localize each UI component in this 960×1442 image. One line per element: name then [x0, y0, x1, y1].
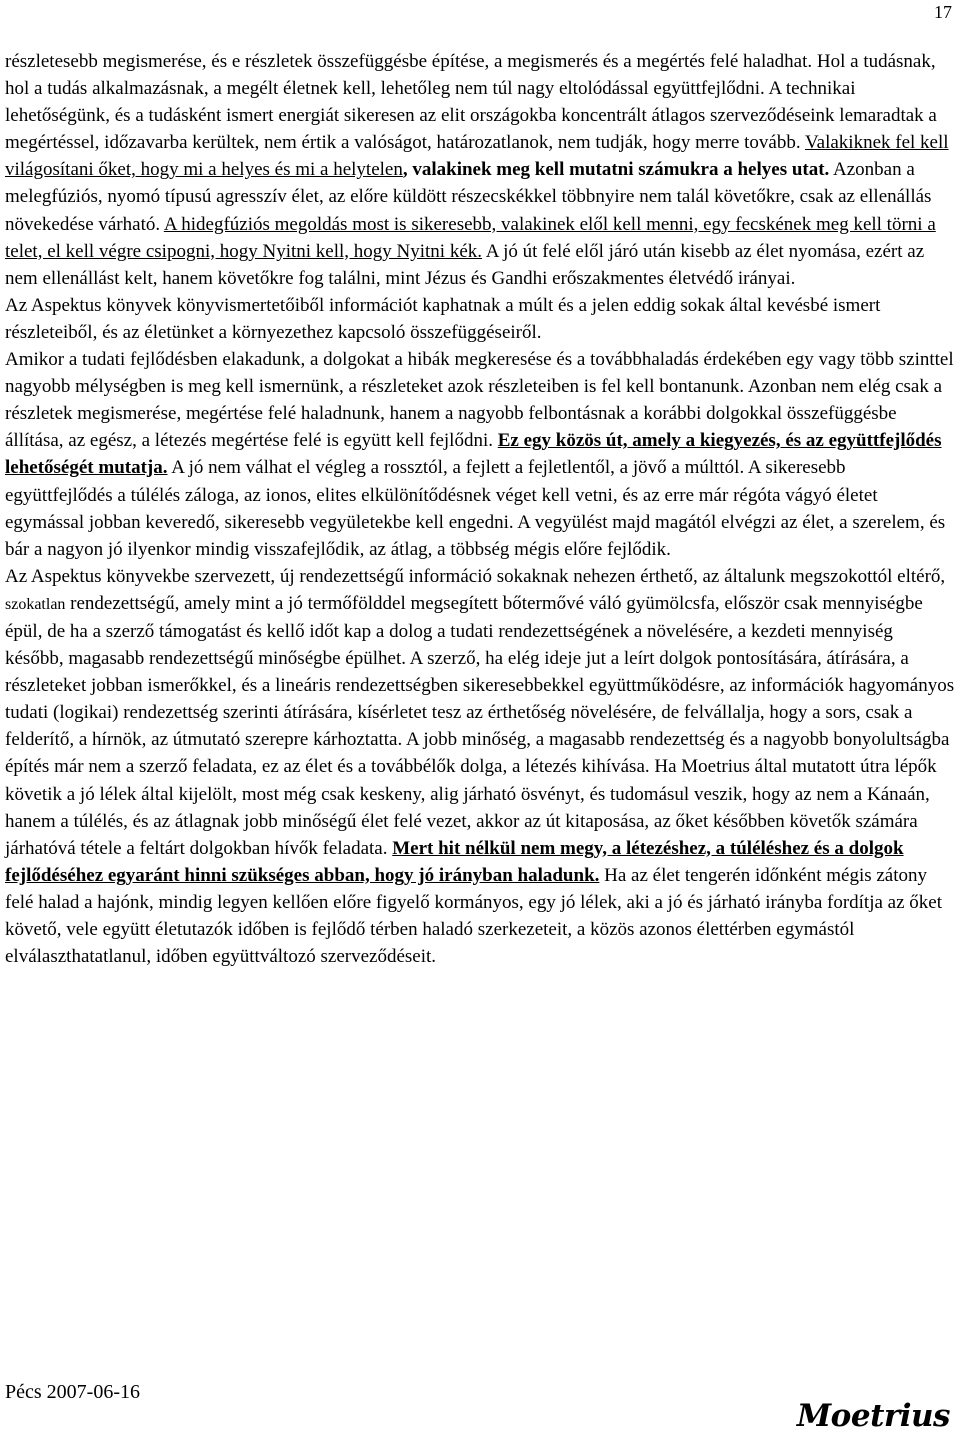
bold-underlined-text: Mert hit nélkül nem megy, a létezéshez, a túléléshez és a dolgok fejlődéséhez egyaránt hinni szükséges abban, hogy jó irányban haladunk.: [5, 837, 904, 886]
page-number: 17: [934, 2, 952, 22]
text-run: A jó nem válhat el végleg a rossztól, a fejlett a fejletlentől, a jövő a múlttól. A sikeresebb együttfejlődés a túlélés záloga, az ionos, elites elkülönítődésnek véget kell vetni, és az erre már régóta vágyó életet egymással jobban keveredő, sikeresebb vegyületekbe kell engedni. A vegyülést majd magától elvégzi az élet, a szerelem, és bár a nagyon jó ilyenkor mindig visszafejlődik, az átlag, a többség mégis előre fejlődik.: [5, 457, 946, 560]
paragraph-1: [5, 48, 955, 292]
paragraph-4: [5, 563, 955, 970]
document-body: [5, 48, 955, 970]
text-run: Az Aspektus könyvek könyvismertetőiből információt kaphatnak a múlt és a jelen eddig sokak által kevésbé ismert részleteiből, és az életünket a környezethez kapcsoló összefüggéseiről.: [5, 294, 881, 343]
small-text: szokatlan: [5, 595, 66, 613]
underlined-text: Valakiknek fel kell világosítani őket, hogy mi a helyes és mi a helytelen: [5, 132, 949, 181]
bold-text: , valakinek meg kell mutatni számukra a helyes utat.: [402, 159, 830, 181]
paragraph-2: [5, 292, 955, 346]
text-run: részletesebb megismerése, és e részletek összefüggésbe építése, a megismerés és a megértés felé haladhat. Hol a tudásnak, hol a tudás alkalmazásnak, a megélt életnek kell, lehetőleg nem túl nagy eltolódással együttfejlődni. A technikai lehetőségünk, és a tudásként ismert energiát sikeresen az elit országokba koncentrált átlagos szerveződéseink lemaradtak a megértéssel, időzavarba kerültek, nem értik a valóságot, határozatlanok, nem tudják, hogy merre tovább.: [5, 51, 937, 154]
text-run: Azonban a melegfúziós, nyomó típusú agresszív élet, az előre küldött részecskékkel többnyire nem talál követőkre, csak az ellenállás növekedése várható.: [5, 159, 932, 235]
footer-date: Pécs 2007-06-16: [5, 1381, 140, 1403]
text-run: Ha az élet tengerén időnként mégis zátony felé halad a hajónk, mindig legyen kellően előre figyelő kormányos, egy jó lélek, aki a jó és járható irányba fordítja az őket követő, vele együtt életutazók időben is fejlődő térben haladó szerkezeteit, a közös azonos élettérben egymástól elválaszthatatlanul, időben együttváltozó szerveződéseit.: [5, 864, 943, 968]
paragraph-3: [5, 346, 955, 563]
bold-underlined-text: Ez egy közös út, amely a kiegyezés, és az együttfejlődés lehetőségét mutatja.: [5, 430, 942, 479]
author-signature: Moetrius: [796, 1398, 950, 1434]
underlined-text: A hidegfúziós megoldás most is sikeresebb, valakinek elől kell menni, egy fecskének meg kell törni a telet, el kell végre csipogni, hogy Nyitni kell, hogy Nyitni kék.: [5, 213, 936, 262]
text-run: Amikor a tudati fejlődésben elakadunk, a dolgokat a hibák megkeresése és a továbbhaladás érdekében egy vagy több szinttel nagyobb mélységben is meg kell ismernünk, a részleteket azok részleteiben is fel kell bontanunk. Azonban nem elég csak a részletek megismerése, megértése felé haladnunk, hanem a nagyobb felbontásnak a korábbi dolgokkal összefüggésbe állítása, az egész, a létezés megértése felé is együtt kell fejlődni.: [5, 349, 954, 452]
text-run: Az Aspektus könyvekbe szervezett, új rendezettségű információ sokaknak nehezen érthető, az általunk megszokottól eltérő,: [5, 565, 946, 587]
text-run: rendezettségű, amely mint a jó termőfölddel megsegített bőtermővé váló gyümölcsfa, először csak mennyiségbe épül, de ha a szerző támogatást és kellő időt kap a dolog a tudati rendezettségének a növelésére, a kezdeti mennyiség később, magasabb rendezettségű minőségbe épülhet. A szerző, ha elég ideje jut a leírt dolgok pontosítására, átírására, a részleteket jobban ismerőkkel, és a lineáris rendezettségben sikeresebbekkel együttműködésre, az információk hagyományos tudati (logikai) rendezettség szerinti átírására, kísérletet tesz az érthetőség növelésére, de felvállalja, hogy a sors, csak a felderítő, a hírnök, az útmutató szerepre kárhoztatta. A jobb minőség, a magasabb rendezettség és a nagyobb bonyolultságba építés már nem a szerző feladata, ez az élet és a továbbélők dolga, a létezés kihívása. Ha Moetrius által mutatott útra lépők követik a jó lélek által kijelölt, most még csak keskeny, alig járható ösvényt, és tudomásul veszik, hogy az nem a Kánaán, hanem a túlélés, és az átlagnak jobb minőségű élet felé vezet, akkor az út kitaposása, az őket későbben követők számára járhatóvá tétele a feltárt dolgokban hívők feladata.: [5, 592, 955, 859]
text-run: A jó út felé elől járó után kisebb az élet nyomása, ezért az nem ellenállást kelt, hanem követőkre fog találni, mint Jézus és Gandhi erőszakmentes életvédő irányai.: [5, 240, 925, 289]
